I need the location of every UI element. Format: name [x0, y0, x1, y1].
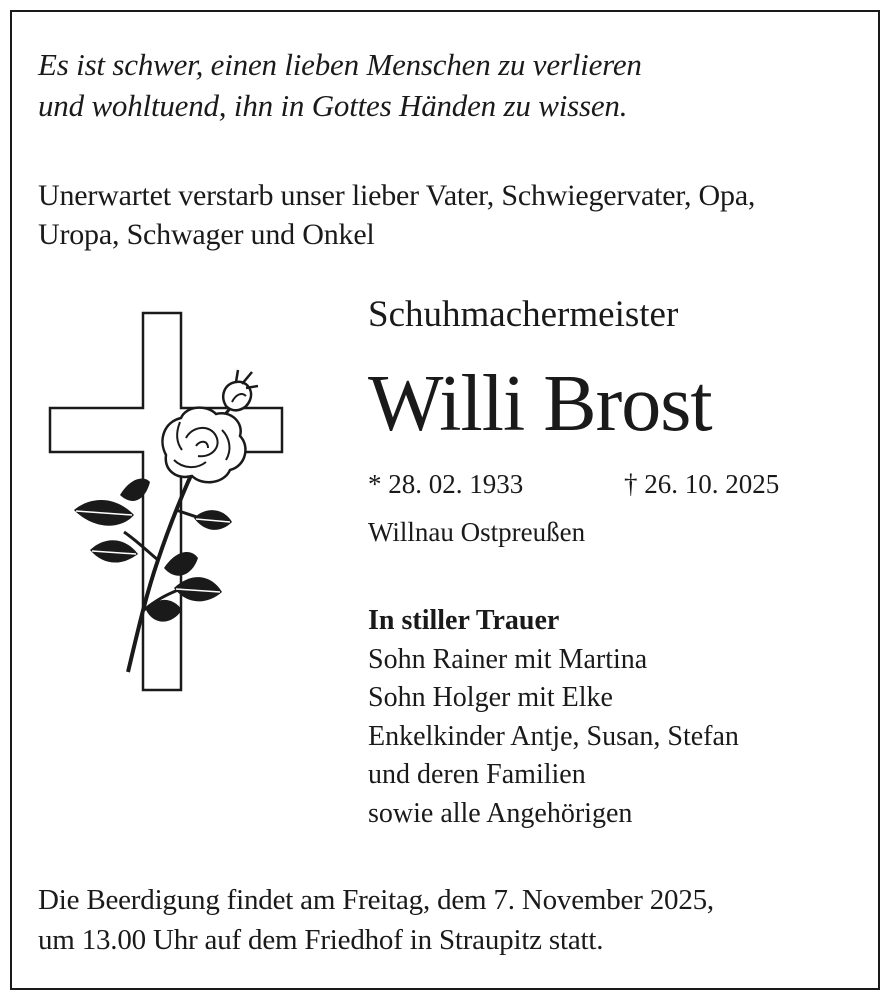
intro-text [38, 176, 858, 254]
funeral-line-1: Die Beerdigung findet am Freitag, dem 7. November 2025, [38, 884, 714, 916]
deceased-title: Schuhmachermeister [368, 294, 679, 335]
mourners-heading: In stiller Trauer [368, 605, 560, 636]
death-date: † 26. 10. 2025 [624, 469, 780, 499]
intro-line-1: Unerwartet verstarb unser lieber Vater, Schwiegervater, Opa, [38, 179, 756, 212]
birth-place: Willnau Ostpreußen [368, 517, 586, 547]
quote-line-2: und wohltuend, ihn in Gottes Händen zu wissen. [38, 88, 628, 123]
bible-quote [38, 44, 858, 126]
mourner-line: und deren Familien [368, 759, 586, 790]
intro-line-2: Uropa, Schwager und Onkel [38, 218, 375, 251]
funeral-line-2: um 13.00 Uhr auf dem Friedhof in Straupitz statt. [38, 924, 604, 956]
birth-date: * 28. 02. 1933 [368, 469, 524, 499]
deceased-name: Willi Brost [368, 360, 712, 448]
mourners-list [368, 602, 739, 833]
funeral-info [38, 880, 858, 960]
cross-with-rose-icon [46, 310, 288, 694]
quote-line-1: Es ist schwer, einen lieben Menschen zu verlieren [38, 47, 642, 82]
mourner-line: sowie alle Angehörigen [368, 797, 633, 829]
mourner-line: Sohn Rainer mit Martina [368, 643, 648, 675]
mourner-line: Enkelkinder Antje, Susan, Stefan [368, 720, 739, 752]
mourner-line: Sohn Holger mit Elke [368, 682, 613, 713]
